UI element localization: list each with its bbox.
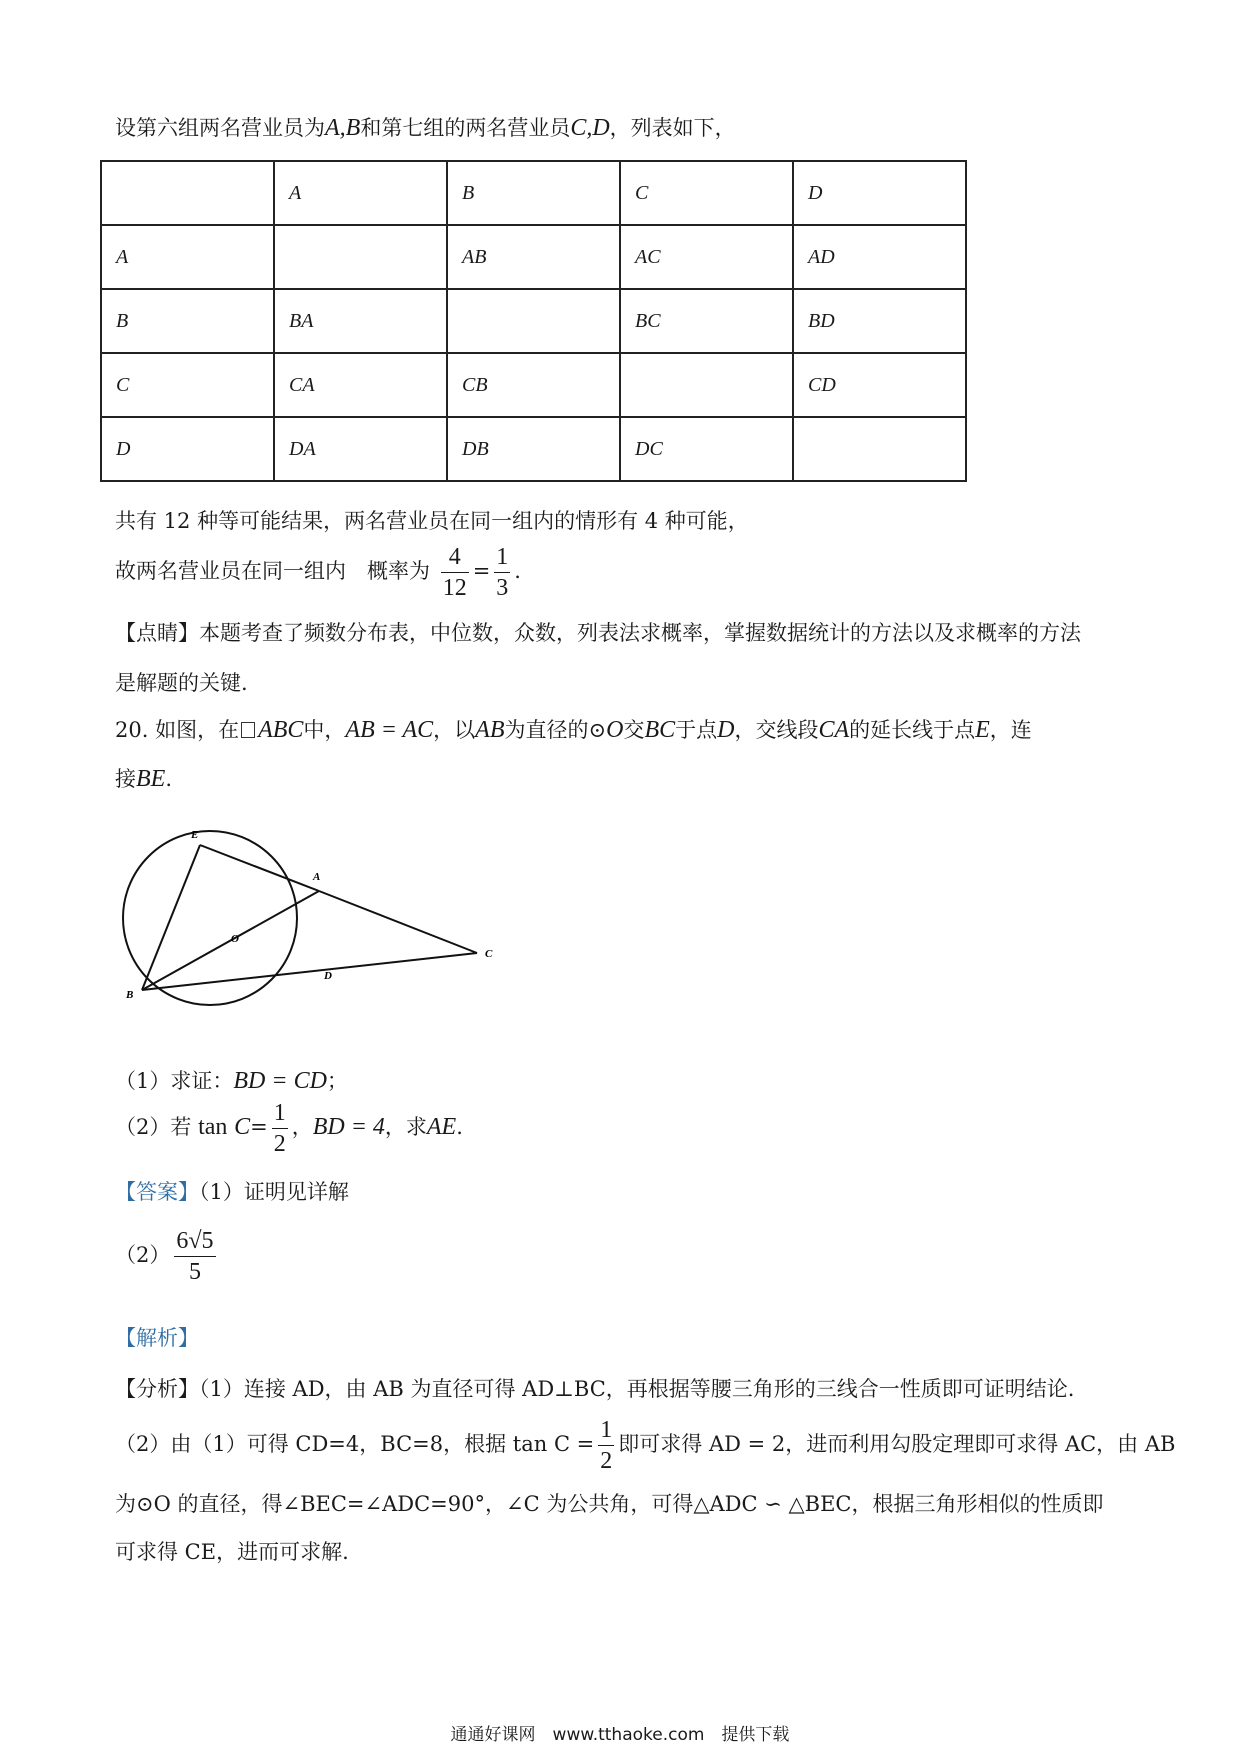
comment-line-2: 是解题的关键. [115, 671, 248, 695]
intro-cd: C,D [570, 115, 610, 141]
label-o: O [231, 933, 239, 945]
question-1 [115, 1065, 348, 1095]
outcome-table [100, 160, 967, 482]
table-cell: B [447, 161, 620, 225]
problem-math: AB [475, 717, 505, 743]
problem-math: D [717, 717, 735, 743]
answer-text: （1）证明见详解 [199, 1180, 349, 1204]
intro-ab: A,B [325, 115, 361, 141]
fraction-numerator: 1 [598, 1415, 614, 1446]
question-text: ，求 [384, 1115, 427, 1139]
question-text: （2）若 [115, 1115, 192, 1139]
question-math: C [234, 1114, 251, 1140]
table-row [101, 353, 966, 417]
triangle-symbol [241, 722, 255, 738]
table-cell: C [620, 161, 793, 225]
analysis-tag: 【解析】 [115, 1326, 199, 1350]
question-math: AE [426, 1114, 457, 1140]
question-text: . [456, 1115, 463, 1139]
analysis-line-2 [115, 1415, 1175, 1476]
table-cell: BA [274, 289, 447, 353]
answer-tag: 【答案】 [115, 1180, 199, 1204]
problem-line-1 [115, 714, 1032, 744]
table-row [101, 289, 966, 353]
problem-math: BE [136, 766, 166, 792]
analysis-text: 即可求得 AD = 2，进而利用勾股定理即可求得 AC，由 AB [618, 1432, 1176, 1456]
table-header-row [101, 161, 966, 225]
problem-line-2 [115, 763, 172, 793]
question-2 [115, 1098, 463, 1159]
table-cell: AC [620, 225, 793, 289]
segment-ea [200, 845, 319, 891]
question-text: ； [326, 1069, 348, 1093]
table-cell: DA [274, 417, 447, 481]
table-cell [101, 161, 274, 225]
problem-math: ABC [258, 717, 304, 743]
problem-text: ，交线段 [734, 718, 819, 742]
problem-text: . [165, 767, 173, 791]
equals-sign: = [250, 1115, 268, 1139]
period: . [514, 559, 521, 583]
fraction-6root5-5 [174, 1226, 215, 1287]
table-cell [274, 225, 447, 289]
question-math: BD = CD [233, 1068, 327, 1094]
fraction-4-12 [441, 542, 469, 603]
label-a: A [313, 871, 321, 883]
table-cell: AB [447, 225, 620, 289]
fraction-denominator: 3 [496, 575, 509, 601]
table-cell: CA [274, 353, 447, 417]
answer-text: （2） [115, 1243, 171, 1267]
label-d: D [324, 970, 332, 982]
segment-ac [319, 891, 477, 953]
problem-text: 的延长线于点 [849, 718, 976, 742]
label-e: E [191, 829, 199, 841]
table-cell: AD [793, 225, 966, 289]
problem-text: 于点 [675, 718, 718, 742]
table-cell: C [101, 353, 274, 417]
intro-text-post: ，列表如下， [609, 116, 736, 140]
answer-2-line [115, 1226, 220, 1287]
problem-text: ，连 [989, 718, 1032, 742]
page-footer: 通通好课网 www.tthaoke.com 提供下载 [450, 1725, 790, 1745]
fraction-numerator: 4 [441, 542, 469, 573]
answer-line [115, 1176, 349, 1206]
fraction-1-2 [598, 1415, 614, 1476]
problem-text: 交 [623, 718, 645, 742]
question-text: （1）求证： [115, 1069, 234, 1093]
analysis-text: （2）由（1）可得 CD=4，BC=8，根据 tan C = [115, 1432, 595, 1456]
problem-text: 20. 如图，在 [115, 718, 240, 742]
intro-text-mid: 和第七组的两名营业员 [360, 116, 571, 140]
analysis-line-4: 可求得 CE，进而可求解. [115, 1540, 349, 1564]
fraction-1-3 [494, 542, 510, 603]
fraction-numerator: 1 [272, 1098, 288, 1129]
comment-line-1: 【点睛】本题考查了频数分布表，中位数，众数，列表法求概率，掌握数据统计的方法以及求概率的方法 [115, 621, 1081, 645]
intro-line [115, 112, 736, 142]
fraction-denominator: 2 [600, 1448, 613, 1474]
probability-line [115, 542, 521, 603]
equals-sign: = [472, 559, 491, 583]
problem-text: ，以 [433, 718, 476, 742]
intro-text: 设第六组两名营业员为 [115, 116, 325, 140]
problem-math: CA [818, 717, 850, 743]
segment-bc [142, 953, 477, 990]
table-cell: D [101, 417, 274, 481]
problem-text: 为直径的⊙ [504, 718, 607, 742]
table-cell [793, 417, 966, 481]
problem-math: BC [644, 717, 676, 743]
table-cell: A [274, 161, 447, 225]
problem-math: O [606, 717, 624, 743]
fraction-denominator: 12 [442, 575, 467, 601]
table-cell: BC [620, 289, 793, 353]
table-cell [447, 289, 620, 353]
label-b: B [126, 989, 134, 1001]
table-row [101, 225, 966, 289]
fraction-denominator: 2 [273, 1131, 286, 1157]
table-cell: DB [447, 417, 620, 481]
tan-function: tan [198, 1114, 228, 1140]
table-cell: B [101, 289, 274, 353]
analysis-line-1: 【分析】（1）连接 AD，由 AB 为直径可得 AD⊥BC，再根据等腰三角形的三线合一性质即可证明结论. [115, 1377, 1075, 1401]
question-text: ， [291, 1115, 313, 1139]
problem-math: E [975, 717, 990, 743]
table-cell: CD [793, 353, 966, 417]
fraction-denominator: 5 [188, 1259, 201, 1285]
fraction-numerator: 6√5 [174, 1226, 215, 1257]
probability-text: 故两名营业员在同一组内 概率为 [115, 559, 430, 583]
analysis-line-3: 为⊙O 的直径，得∠BEC=∠ADC=90°，∠C 为公共角，可得△ADC ∽ △BEC，根据三角形相似的性质即 [115, 1492, 1104, 1516]
label-c: C [485, 948, 493, 960]
problem-text: 中， [303, 718, 346, 742]
result-line: 共有 12 种等可能结果，两名营业员在同一组内的情形有 4 种可能， [115, 509, 749, 533]
table-cell: CB [447, 353, 620, 417]
problem-text: 接 [115, 767, 136, 791]
table-cell [620, 353, 793, 417]
table-row [101, 417, 966, 481]
geometry-figure [115, 820, 505, 1010]
table-cell: DC [620, 417, 793, 481]
table-cell: A [101, 225, 274, 289]
segment-eb [142, 845, 200, 990]
table-cell: D [793, 161, 966, 225]
problem-math: AB = AC [345, 717, 434, 743]
question-math: BD = 4 [312, 1114, 385, 1140]
fraction-1-2 [272, 1098, 288, 1159]
table-cell: BD [793, 289, 966, 353]
fraction-numerator: 1 [494, 542, 510, 573]
